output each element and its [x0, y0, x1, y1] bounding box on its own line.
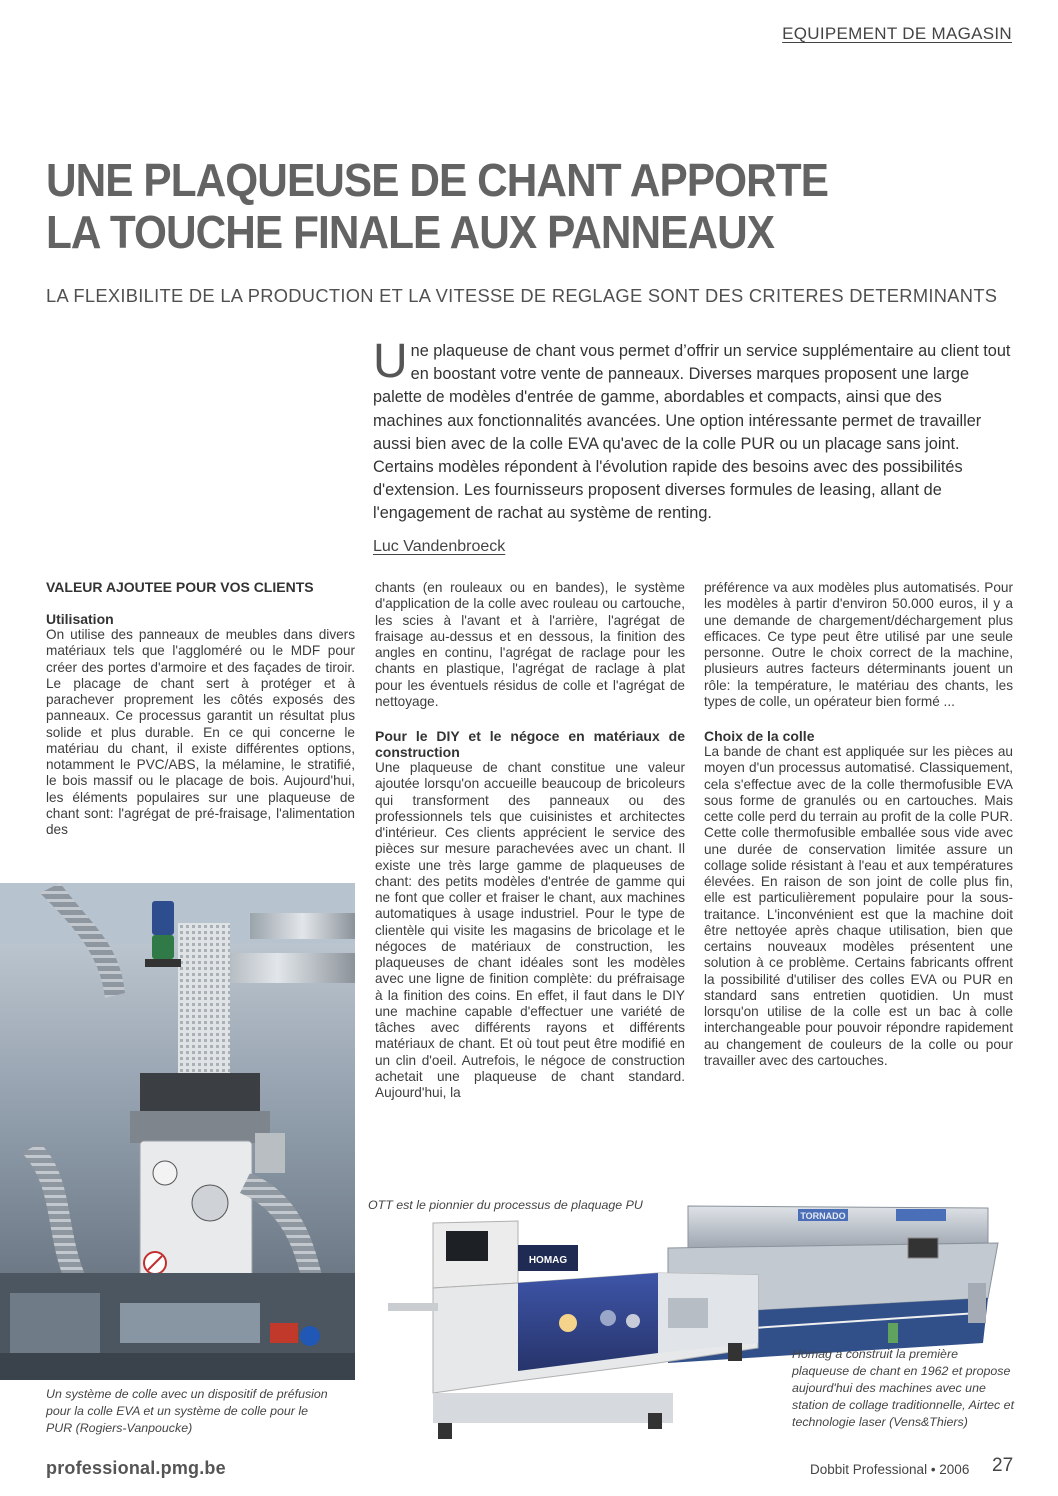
- paragraph-diy: Une plaqueuse de chant constitue une valeur ajoutée lorsqu'on accueille beaucoup de bricoleurs qui transforment des panneaux ou des professionnels tels que cuisinistes et architectes d'intérieur. Ces clients apprécient le service des pièces sur mesure parachevées avec un chant. Il existe une très large gamme de plaqueuses de chant: des petits modèles d'entrée de gamme qui ne font que coller et fraiser le chant, aux machines automatiques à usage industriel. Pour le type de clientèle qui visite les magasins de bricolage et le négoces de matériaux de construction, les plaqueuses de chant idéales sont les modèles avec une ligne de finition complète: du préfraisage à la finition des coins. En effet, il faut dans le DIY une machine capable d'effectuer une variété de tâches avec différents rayons et différents matériaux de chant. Et où tout peut être modifié en un clin d'oeil. Autrefois, le négoce de construction achetait une plaqueuse de chant standard. Aujourd'hui, la: [375, 760, 685, 1100]
- footer-magazine: Dobbit Professional • 2006: [810, 1462, 970, 1477]
- section-heading: VALEUR AJOUTEE POUR VOS CLIENTS: [46, 579, 314, 595]
- column-2: [375, 580, 685, 1101]
- caption-ott: OTT est le pionnier du processus de plaquage PU: [368, 1198, 643, 1212]
- subheading-utilisation: Utilisation: [46, 611, 114, 627]
- section-tag: EQUIPEMENT DE MAGASIN: [782, 24, 1012, 43]
- paragraph-utilisation: On utilise des panneaux de meubles dans divers matériaux tels que l'aggloméré ou le MDF pour créer des portes d'armoire et des façades de tiroir. Le placage de chant sert à protéger et à parachever proprement les côtés exposés des panneaux. Ce processus garantit un résultat plus solide et plus durable. En ce qui concerne le matériau du chant, il existe différentes options, notamment le PVC/ABS, la mélamine, le stratifié, le bois massif ou le placage de bois. Aujourd'hui, les éléments populaires sur une plaqueuse de chant sont: l'agrégat de pré-fraisage, l'alimentation des: [46, 627, 355, 837]
- subheading-diy: Pour le DIY et le négoce en matériaux de construction: [375, 728, 685, 760]
- paragraph-col3: préférence va aux modèles plus automatisés. Pour les modèles à partir d'environ 50.000 euros, il y a une demande de chargement/déchargement plus efficaces. Ce type peut être utilisé par une seule personne. Outre le choix correct de la machine, plusieurs autres facteurs déterminants jouent un rôle: la température, le matériau des chants, les types de colle, un opérateur bien formé ...: [704, 580, 1013, 709]
- column-1: [46, 579, 355, 838]
- title-line-1: UNE PLAQUEUSE DE CHANT APPORTE: [46, 154, 829, 206]
- lead-text: ne plaqueuse de chant vous permet d’offrir un service supplémentaire au client tout en boostant votre vente de panneaux. Diverses marques proposent une large palette de modèles d'entrée de gamme, abordables et compacts, ainsi que des machines aux fonctionnalités avancées. Une option intéressante permet de travailler aussi bien avec de la colle EVA qu'avec de la colle PUR ou un placage sans joint. Certains modèles répondent à l'évolution rapide des besoins avec des possibilités d'extension. Les fournisseurs proposent diverses formules de leasing, allant de l'engagement de rachat au système de renting.: [373, 342, 1011, 523]
- paragraph-colle: La bande de chant est appliquée sur les pièces au moyen d'un processus automatisé. Classiquement, cela s'effectue avec de la colle thermofusible EVA sous forme de granulés ou en cartouches. Mais cette colle perd du terrain au profit de la colle PUR. Cette colle thermofusible emballée sous vide avec une durée de conservation limitée assure un collage solide résistant à l'eau et aux températures élevées. En raison de son joint de colle plus fin, elle est particulièrement populaire pour la sous-traitance. L'inconvénient est que la machine doit être nettoyée après chaque utilisation, bien que certains nouveaux modèles présentent une solution à ce problème. Certains fabricants offrent la possibilité d'utiliser des colles EVA ou PUR en standard sans entretien quotidien. Un must lorsqu'on utilise de la colle est un bac à colle interchangeable pour pouvoir répondre rapidement au changement de couleurs de la colle ou pour travailler avec des cartouches.: [704, 744, 1013, 1068]
- glue-system-illustration: [0, 883, 355, 1380]
- page-number: 27: [992, 1455, 1014, 1476]
- tornado-label: TORNADO: [800, 1211, 846, 1221]
- drop-cap: U: [373, 335, 408, 388]
- homag-label: HOMAG: [528, 1255, 568, 1266]
- caption-homag: Homag a construit la première plaqueuse de chant en 1962 et propose aujourd'hui des machines avec une station de collage traditionnelle, Airtec et technologie laser (Vens&Thiers): [792, 1347, 1015, 1429]
- article-subtitle: LA FLEXIBILITE DE LA PRODUCTION ET LA VITESSE DE REGLAGE SONT DES CRITERES DETERMINANTS: [46, 285, 998, 306]
- title-line-2: LA TOUCHE FINALE AUX PANNEAUX: [46, 206, 775, 258]
- column-3: [704, 580, 1013, 1069]
- lead-paragraph: [373, 335, 1011, 526]
- paragraph-col2: chants (en rouleaux ou en bandes), le système d'application de la colle avec rouleau ou cartouche, les scies à l'avant et à l'arrière, l'agrégat de fraisage au-dessus et en dessous, la finition des angles en continu, l'agrégat de raclage pour les chants en plastique, l'agrégat de raclage à plat pour les éventuels résidus de colle et l'agrégat de nettoyage.: [375, 580, 685, 709]
- caption-glue-system: Un système de colle avec un dispositif de préfusion pour la colle EVA et un système de colle pour le PUR (Rogiers-Vanpoucke): [46, 1387, 328, 1435]
- article-title: [46, 154, 938, 258]
- glue-system-photo: [0, 883, 355, 1380]
- footer-website[interactable]: professional.pmg.be: [46, 1458, 226, 1478]
- author-byline: Luc Vandenbroeck: [373, 538, 506, 555]
- subheading-colle: Choix de la colle: [704, 728, 815, 744]
